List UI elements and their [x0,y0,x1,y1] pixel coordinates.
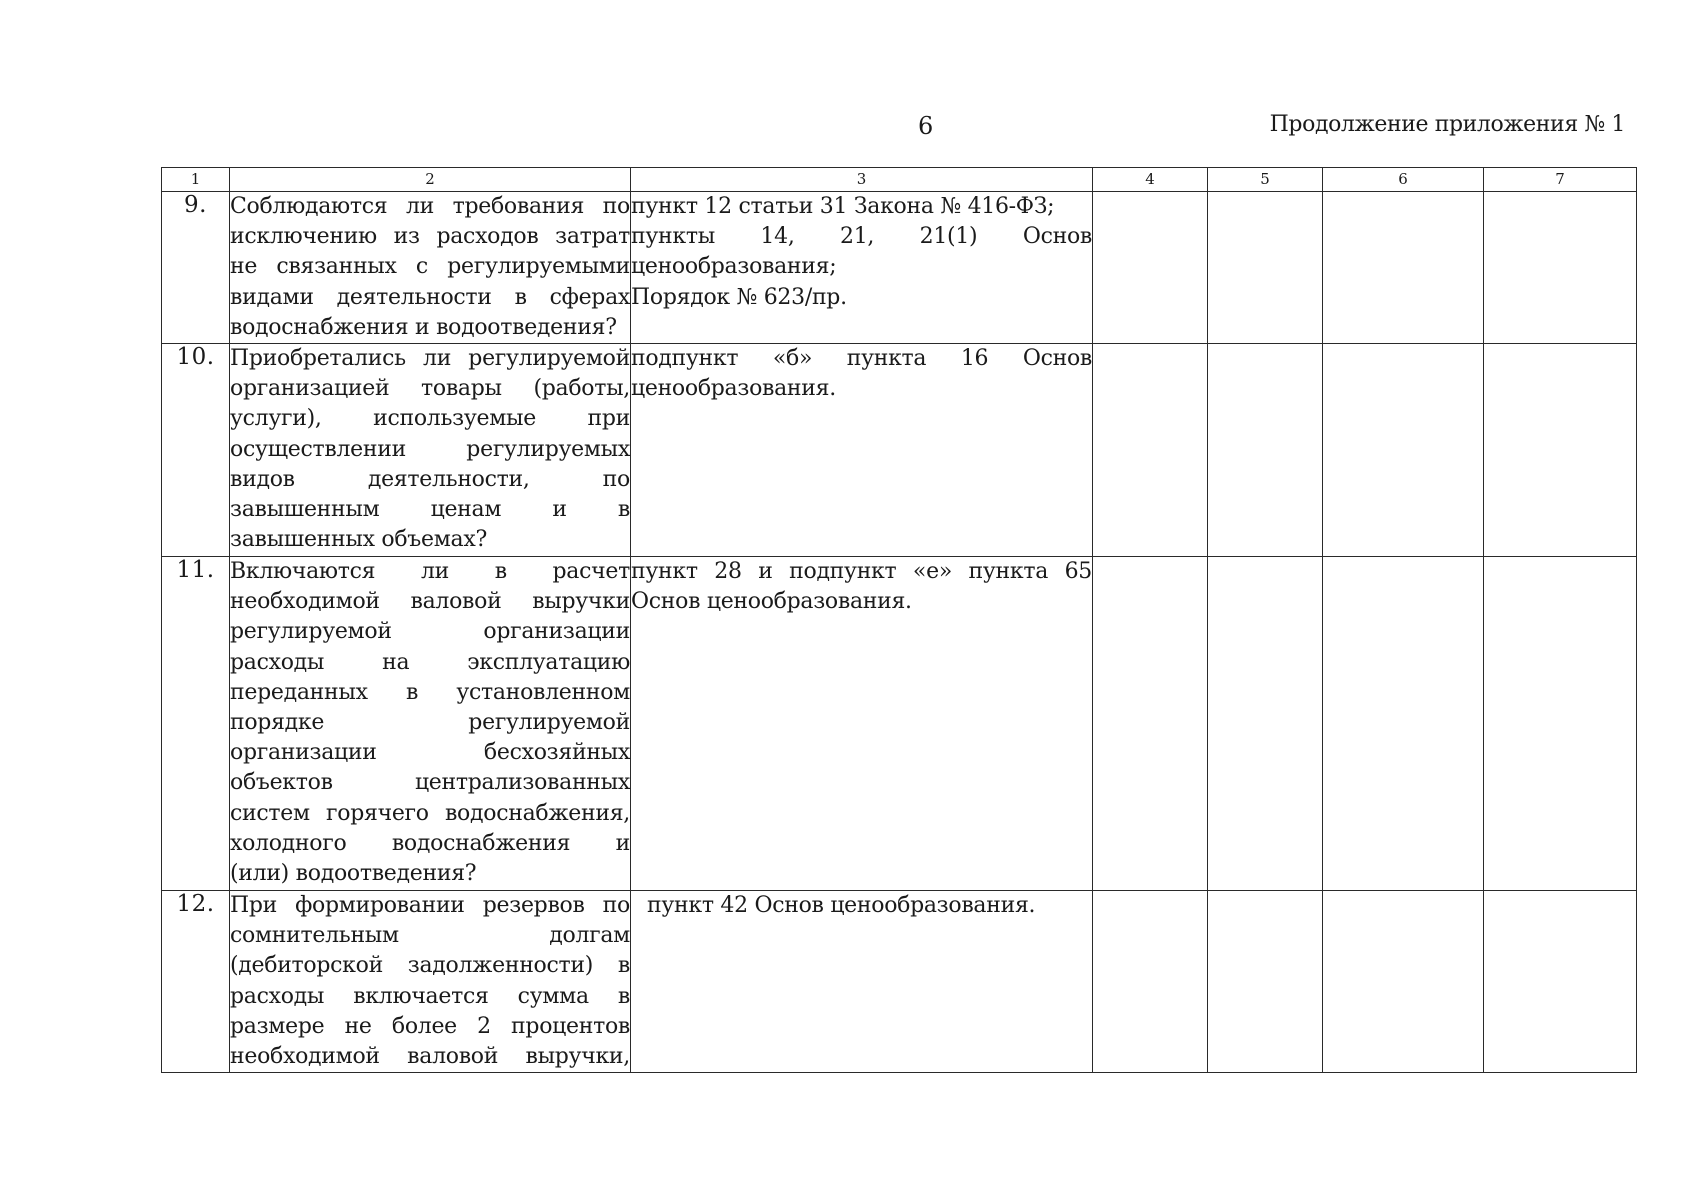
legal-reference-cell [631,344,1093,557]
answer-cell-na [1323,192,1484,344]
answer-cell-yes [1093,192,1208,344]
question-line: завышенных объемах? [230,527,487,553]
question-line: Приобретались ли регулируемой [230,346,630,372]
question-line: сомнительным долгам [230,923,630,949]
column-header-3: 3 [631,168,1093,192]
question-line: порядке регулируемой [230,710,630,736]
column-header-4: 4 [1093,168,1208,192]
question-line: При формировании резервов по [230,893,630,919]
answer-cell-na [1323,344,1484,557]
reference-line: пункт 28 и подпункт «е» пункта 65 [631,559,1092,585]
question-line: регулируемой организации [230,619,630,645]
question-line: услуги), используемые при [230,406,630,432]
question-line: завышенным ценам и в [230,497,630,523]
page-number: 6 [918,112,934,140]
reference-line: пункт 12 статьи 31 Закона № 416-ФЗ; [631,194,1055,219]
table-row [162,891,1637,1073]
question-line: исключению из расходов затрат [230,224,630,250]
question-line: видами деятельности в сферах [230,284,630,310]
question-line: переданных в установленном [230,679,630,705]
question-line: необходимой валовой выручки, [230,1044,630,1070]
answer-cell-na [1323,557,1484,891]
reference-line: пункт 42 Основ ценообразования. [647,893,1036,919]
notes-cell [1484,557,1637,891]
legal-reference-cell [631,891,1093,1073]
question-line: осуществлении регулируемых [230,436,630,462]
question-line: Включаются ли в расчет [230,559,630,585]
notes-cell [1484,192,1637,344]
row-number: 12. [162,891,230,1073]
question-line: водоснабжения и водоотведения? [230,314,617,340]
question-line: (или) водоотведения? [230,861,477,887]
reference-line: пункты 14, 21, 21(1) Основ [631,224,1092,250]
column-header-2: 2 [230,168,631,192]
column-header-7: 7 [1484,168,1637,192]
question-line: размере не более 2 процентов [230,1013,630,1039]
answer-cell-yes [1093,344,1208,557]
question-line: необходимой валовой выручки [230,589,630,615]
answer-cell-no [1208,192,1323,344]
table-row [162,192,1637,344]
checklist-table [161,167,1637,1073]
question-cell [230,192,631,344]
question-cell [230,344,631,557]
answer-cell-na [1323,891,1484,1073]
reference-line: Основ ценообразования. [631,589,912,615]
question-line: объектов централизованных [230,770,630,796]
question-line: (дебиторской задолженности) в [230,953,630,979]
question-line: организацией товары (работы, [230,376,630,402]
question-cell [230,557,631,891]
row-number: 11. [162,557,230,891]
legal-reference-cell [631,192,1093,344]
question-line: не связанных с регулируемыми [230,254,630,280]
table-row [162,557,1637,891]
answer-cell-no [1208,557,1323,891]
notes-cell [1484,344,1637,557]
reference-line: ценообразования; [631,254,837,280]
answer-cell-yes [1093,891,1208,1073]
question-line: Соблюдаются ли требования по [230,194,630,219]
question-cell [230,891,631,1073]
reference-line: подпункт «б» пункта 16 Основ [631,346,1092,372]
column-header-5: 5 [1208,168,1323,192]
question-line: видов деятельности, по [230,466,630,492]
row-number: 10. [162,344,230,557]
answer-cell-yes [1093,557,1208,891]
question-line: расходы включается сумма в [230,983,630,1009]
question-line: расходы на эксплуатацию [230,649,630,675]
legal-reference-cell [631,557,1093,891]
row-number: 9. [162,192,230,344]
column-header-1: 1 [162,168,230,192]
column-number-row [162,168,1637,192]
question-line: организации бесхозяйных [230,740,630,766]
reference-line: ценообразования. [631,376,836,402]
appendix-continuation-label: Продолжение приложения № 1 [1269,112,1625,137]
column-header-6: 6 [1323,168,1484,192]
reference-line: Порядок № 623/пр. [631,284,847,310]
question-line: холодного водоснабжения и [230,830,630,856]
answer-cell-no [1208,344,1323,557]
notes-cell [1484,891,1637,1073]
question-line: систем горячего водоснабжения, [230,800,630,826]
table-row [162,344,1637,557]
answer-cell-no [1208,891,1323,1073]
